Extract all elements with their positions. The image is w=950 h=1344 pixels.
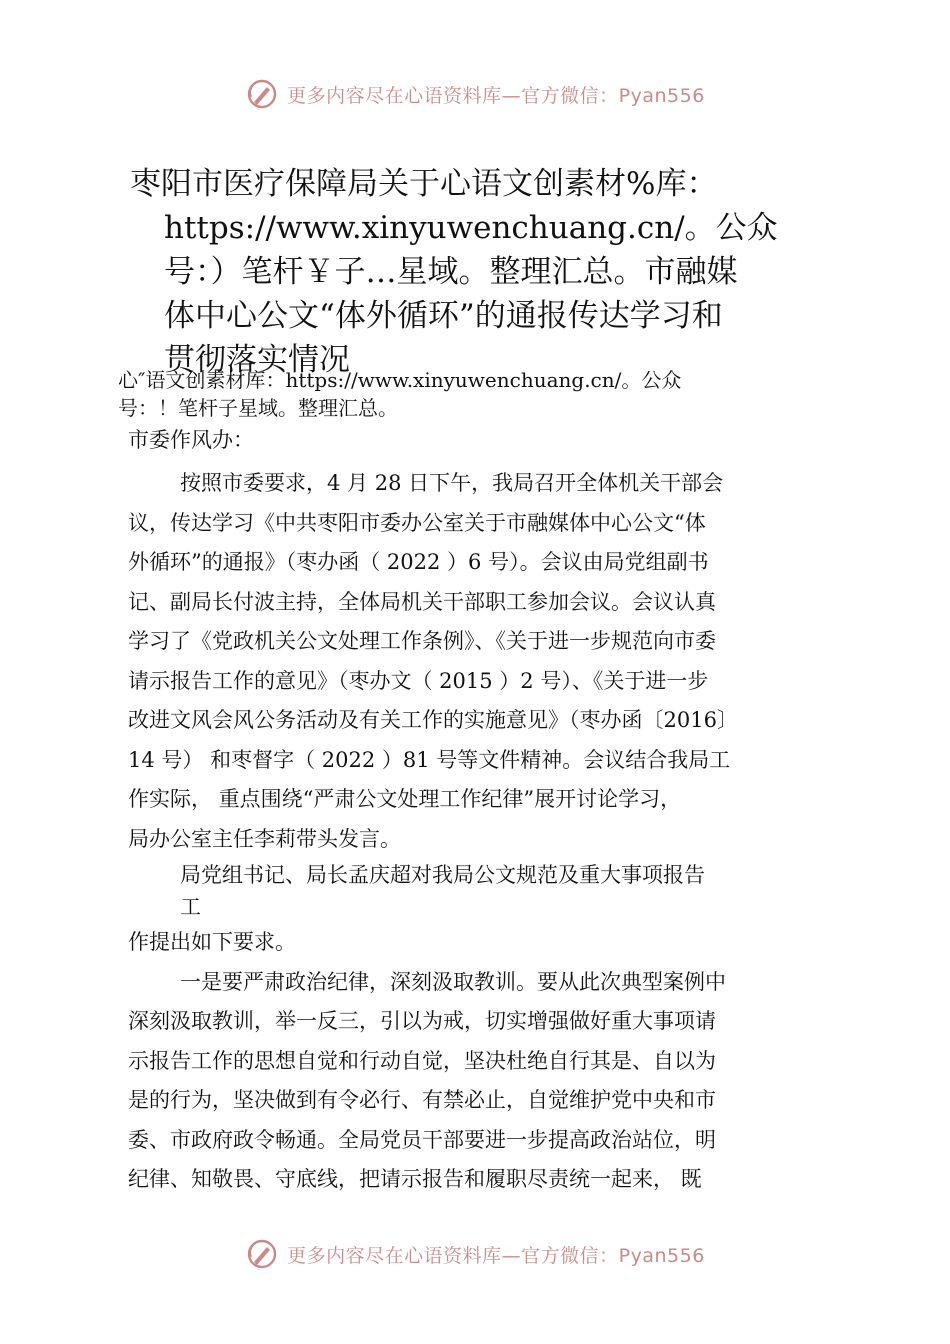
pen-logo-icon (245, 77, 279, 111)
paragraph-line: 局办公室主任李莉带头发言。 (128, 826, 401, 851)
paragraph-line: 14 号） 和枣督字（ 2022 ）81 号等文件精神。会议结合我局工 (128, 747, 731, 772)
paragraph-line: 改进文风会风公务活动及有关工作的实施意见》（枣办函〔2016〕 (128, 708, 738, 732)
title-line: 号：）笔杆￥子…星域。整理汇总。市融媒 (164, 254, 738, 290)
paragraph-line: 记、副局长付波主持，全体局机关干部职工参加会议。会议认真 (128, 589, 716, 614)
subtitle-line: 号：！笔杆子星域。整理汇总。 (118, 396, 398, 420)
watermark-text: 更多内容尽在心语资料库—官方微信：Pyan556 (287, 1244, 705, 1267)
document-body (128, 424, 838, 1200)
document-title (130, 162, 850, 382)
pen-logo-icon (245, 1237, 279, 1271)
paragraph-line: 工 (180, 895, 201, 919)
watermark-banner-bottom (0, 1234, 950, 1274)
salutation: 市委作风办： (128, 428, 254, 452)
paragraph-line: 局党组书记、局长孟庆超对我局公文规范及重大事项报告 (180, 863, 705, 887)
paragraph-line: 外循环”的通报》（枣办函（ 2022 ）6 号）。会议由局党组副书 (128, 550, 709, 574)
paragraph-line: 学习了《党政机关公文处理工作条例》、《关于进一步规范向市委 (128, 629, 716, 653)
paragraph-line: 是的行为，坚决做到有令必行、有禁必止，自觉维护党中央和市 (128, 1088, 716, 1112)
paragraph-1 (128, 464, 838, 859)
paragraph-line: 作提出如下要求。 (128, 930, 296, 954)
title-line: 体中心公文“体外循环”的通报传达学习和 (164, 298, 723, 334)
paragraph-3 (128, 963, 838, 1200)
paragraph-line: 委、市政府政令畅通。全局党员干部要进一步提高政治站位，明 (128, 1127, 716, 1152)
paragraph-line: 按照市委要求，4 月 28 日下午，我局召开全体机关干部会 (180, 471, 724, 495)
title-line: 贯彻落实情况 (164, 342, 350, 378)
paragraph-line: 议，传达学习《中共枣阳市委办公室关于市融媒体中心公文“体 (128, 510, 706, 535)
paragraph-line: 作实际， 重点围绕“严肃公文处理工作纪律”展开讨论学习， (128, 787, 682, 811)
paragraph-line: 示报告工作的思想自觉和行动自觉，坚决杜绝自行其是、自以为 (128, 1048, 716, 1073)
subtitle-line: 心″语文创素材库：https://www.xinyuwenchuang.cn/。公众 (118, 368, 682, 392)
title-line: 枣阳市医疗保障局关于心语文创素材%库： (130, 166, 718, 202)
paragraph-line: 纪律、知敬畏、守底线，把请示报告和履职尽责统一起来， 既 (128, 1167, 702, 1191)
paragraph-line: 深刻汲取教训，举一反三，引以为戒，切实增强做好重大事项请 (128, 1009, 716, 1033)
title-line: https://www.xinyuwenchuang.cn/。公众 (164, 210, 778, 246)
paragraph-line: 请示报告工作的意见》（枣办文（ 2015 ）2 号）、《关于进一步 (128, 668, 709, 693)
paragraph-2 (128, 859, 838, 963)
paragraph-line: 一是要严肃政治纪律，深刻汲取教训。要从此次典型案例中 (180, 969, 726, 994)
watermark-banner-top (0, 74, 950, 114)
watermark-text: 更多内容尽在心语资料库—官方微信：Pyan556 (287, 84, 705, 107)
document-subtitle (118, 366, 838, 422)
